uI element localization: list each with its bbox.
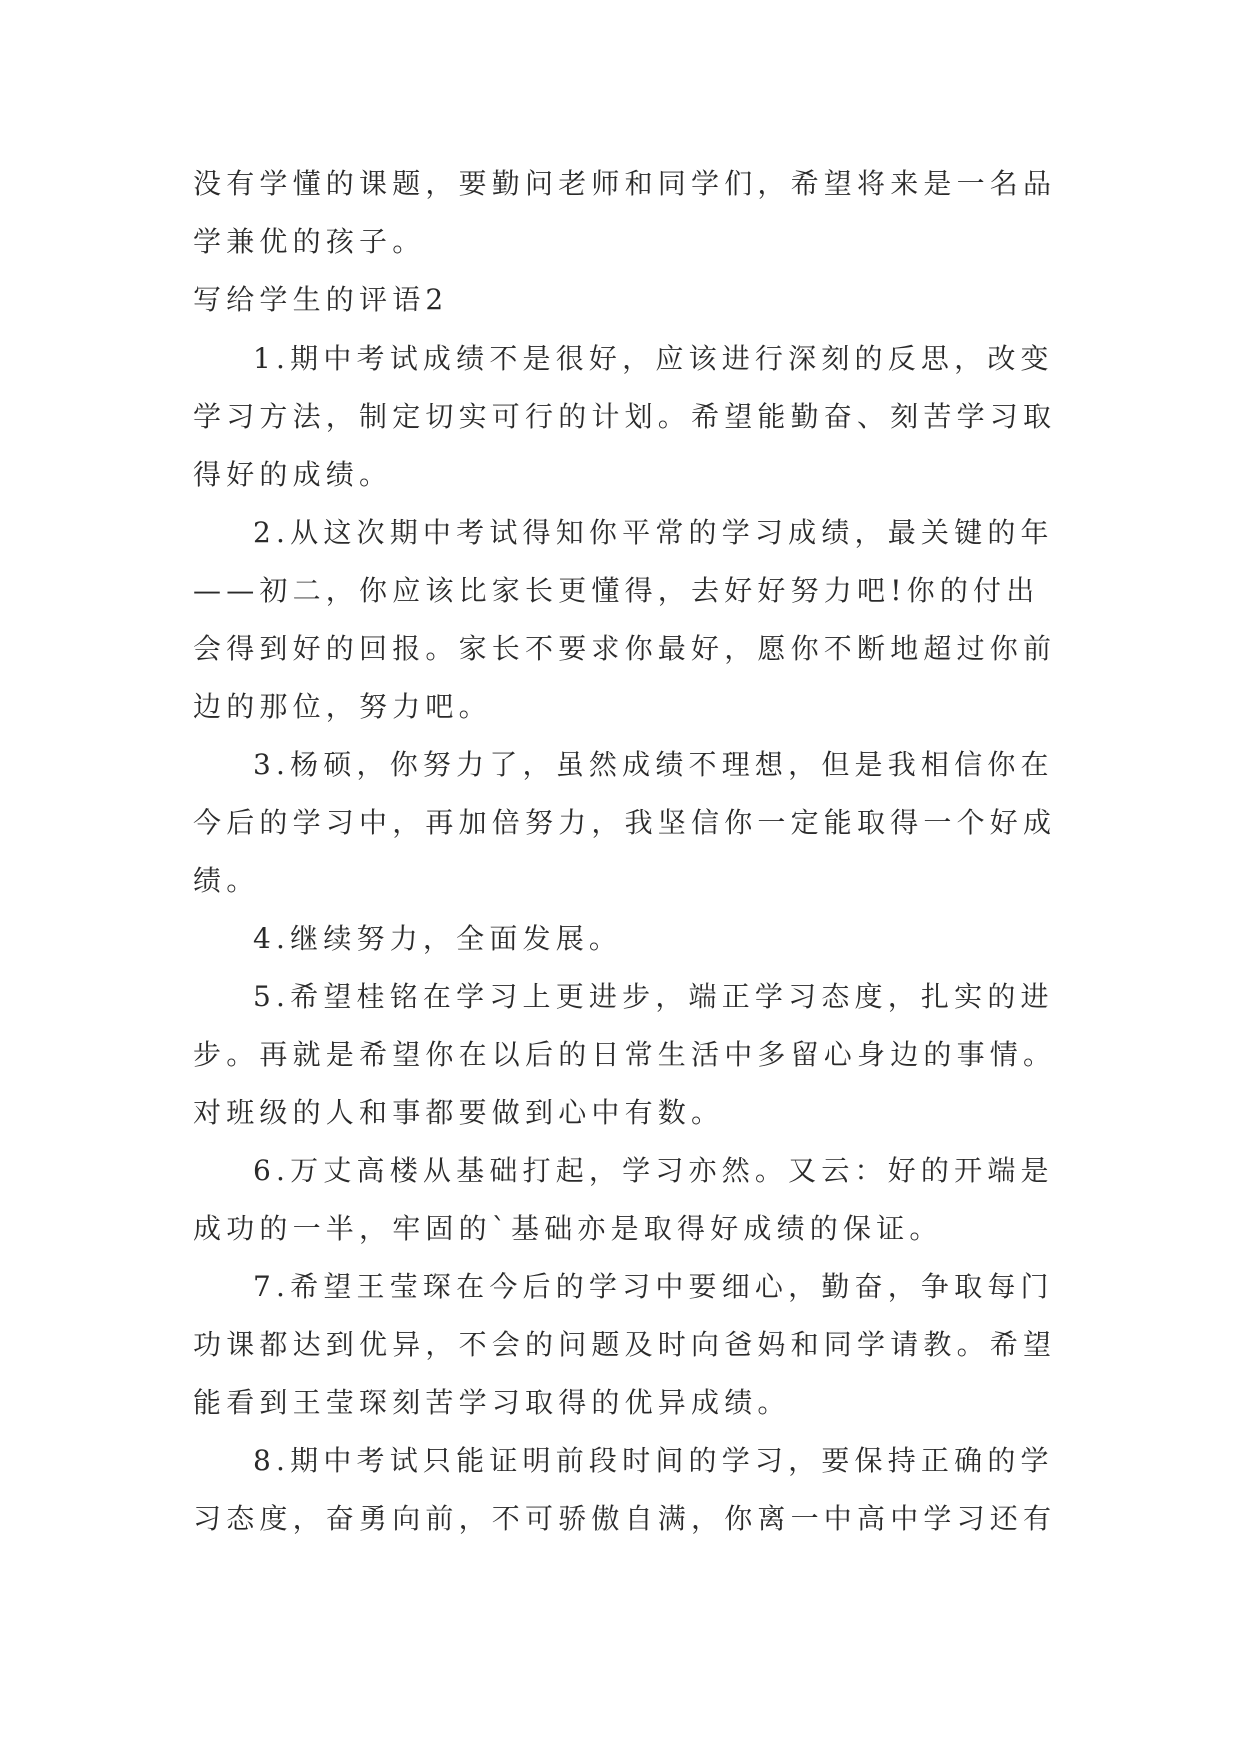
text-line: 绩。 <box>193 864 260 897</box>
text-line: 3.杨硕，你努力了，虽然成绩不理想，但是我相信你在 <box>253 748 1054 781</box>
text-line: 4.继续努力，全面发展。 <box>253 922 623 955</box>
text-line: 2.从这次期中考试得知你平常的学习成绩，最关键的年 <box>253 516 1054 549</box>
text-line: 能看到王莹琛刻苦学习取得的优异成绩。 <box>193 1386 791 1419</box>
text-line: 功课都达到优异，不会的问题及时向爸妈和同学请教。希望 <box>193 1328 1057 1361</box>
text-line: 学兼优的孩子。 <box>193 225 426 258</box>
text-line: 边的那位，努力吧。 <box>193 690 492 723</box>
text-line: ——初二，你应该比家长更懂得，去好好努力吧!你的付出 <box>193 574 1040 607</box>
text-line: 学习方法，制定切实可行的计划。希望能勤奋、刻苦学习取 <box>193 400 1057 433</box>
text-line: 步。再就是希望你在以后的日常生活中多留心身边的事情。 <box>193 1038 1057 1071</box>
text-line: 5.希望桂铭在学习上更进步，端正学习态度，扎实的进 <box>253 980 1054 1013</box>
section-heading: 写给学生的评语2 <box>193 283 449 316</box>
text-line: 会得到好的回报。家长不要求你最好，愿你不断地超过你前 <box>193 632 1057 665</box>
text-line: 1.期中考试成绩不是很好，应该进行深刻的反思，改变 <box>253 342 1054 375</box>
text-line: 8.期中考试只能证明前段时间的学习，要保持正确的学 <box>253 1444 1054 1477</box>
text-line: 没有学懂的课题，要勤问老师和同学们，希望将来是一名品 <box>193 167 1057 200</box>
text-line: 7.希望王莹琛在今后的学习中要细心，勤奋，争取每门 <box>253 1270 1054 1303</box>
text-line: 得好的成绩。 <box>193 458 393 491</box>
text-line: 习态度，奋勇向前，不可骄傲自满，你离一中高中学习还有 <box>193 1502 1057 1535</box>
text-line: 6.万丈高楼从基础打起，学习亦然。又云：好的开端是 <box>253 1154 1054 1187</box>
text-line: 今后的学习中，再加倍努力，我坚信你一定能取得一个好成 <box>193 806 1057 839</box>
text-line: 成功的一半，牢固的`基础亦是取得好成绩的保证。 <box>193 1212 943 1245</box>
text-line: 对班级的人和事都要做到心中有数。 <box>193 1096 725 1129</box>
